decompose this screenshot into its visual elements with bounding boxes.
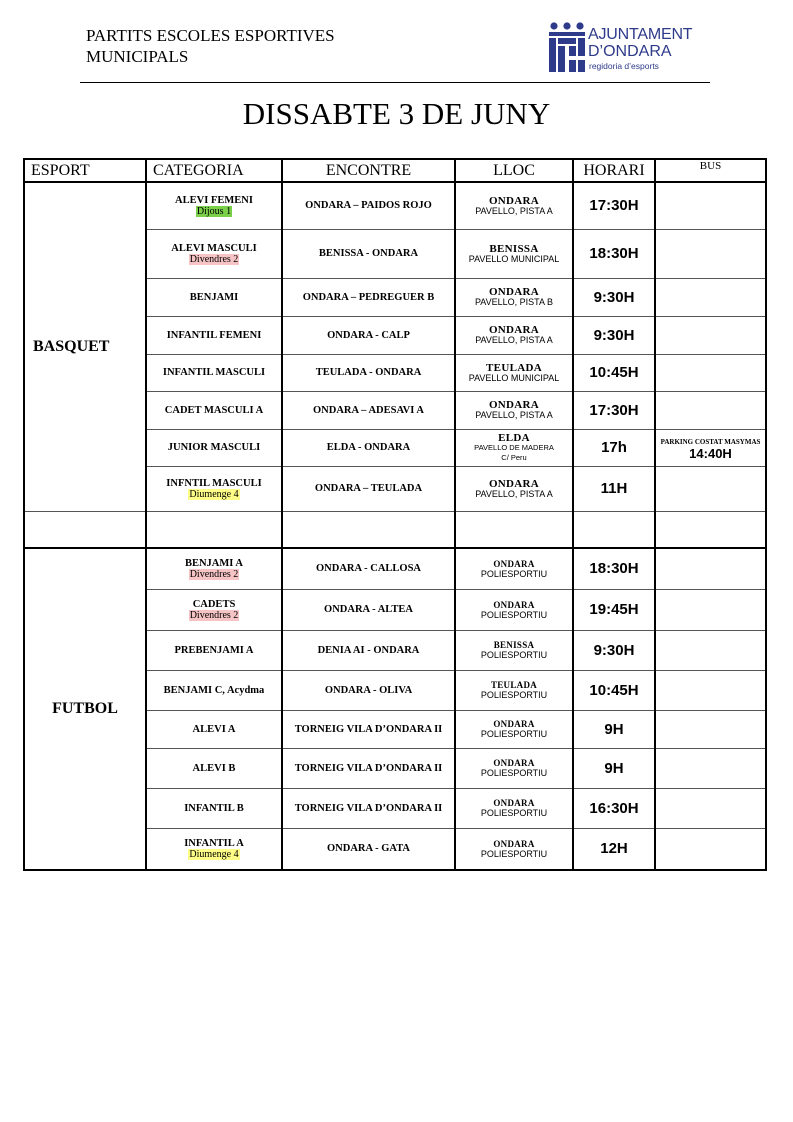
category-cell (146, 548, 282, 589)
category-cell (146, 182, 282, 229)
bus-cell (655, 182, 766, 229)
empty-cell (146, 511, 282, 548)
category-cell: CADET MASCULI A (146, 391, 282, 429)
venue-detail: PAVELLO, PISTA B (474, 297, 554, 307)
venue-name: ONDARA (488, 286, 540, 298)
venue-name: ONDARA (493, 838, 535, 849)
bus-cell (655, 316, 766, 354)
time-cell: 17:30H (573, 182, 655, 229)
header-line-1: PARTITS ESCOLES ESPORTIVES (86, 26, 335, 45)
venue-name: ELDA (498, 431, 530, 444)
venue-detail: PAVELLO, PISTA A (475, 335, 553, 345)
bus-cell (655, 354, 766, 391)
venue-detail: PAVELLO DE MADERA (474, 442, 554, 452)
bus-cell (655, 788, 766, 828)
header-line-2: MUNICIPALS (86, 47, 189, 66)
bus-cell (655, 548, 766, 589)
venue-name: ONDARA (488, 324, 540, 336)
venue-name: ONDARA (493, 599, 535, 610)
time-cell: 18:30H (573, 548, 655, 589)
venue-name: BENISSA (489, 242, 539, 255)
bus-cell (655, 466, 766, 511)
venue-name: ONDARA (493, 758, 535, 768)
bus-pickup-note: PARKING COSTAT MASYMAS (660, 437, 761, 446)
venue-name: TEULADA (486, 361, 542, 374)
column-header-esport: ESPORT (24, 159, 146, 182)
day-note-badge: Divendres 2 (189, 253, 239, 265)
logo-line-3: regidoria d’esports (589, 61, 659, 71)
schedule-table (23, 158, 767, 871)
match-cell: BENISSA - ONDARA (282, 229, 455, 278)
category-name: INFANTIL A (184, 837, 244, 849)
empty-cell (24, 511, 146, 548)
match-cell: ELDA - ONDARA (282, 429, 455, 466)
category-cell (146, 589, 282, 630)
venue-cell (455, 466, 573, 511)
venue-detail: PAVELLO, PISTA A (475, 488, 553, 499)
time-cell: 18:30H (573, 229, 655, 278)
header-divider (80, 82, 710, 83)
venue-detail: POLIESPORTIU (480, 690, 548, 700)
document-header (86, 25, 335, 67)
venue-cell (455, 748, 573, 788)
venue-cell (455, 391, 573, 429)
category-name: INFNTIL MASCULI (166, 477, 262, 489)
time-cell: 12H (573, 828, 655, 870)
match-cell: ONDARA – ADESAVI A (282, 391, 455, 429)
venue-address: C/ Peru (501, 452, 527, 462)
match-cell: TORNEIG VILA D’ONDARA II (282, 748, 455, 788)
category-name: BENJAMI A (184, 557, 244, 569)
venue-cell (455, 548, 573, 589)
match-cell: ONDARA - CALP (282, 316, 455, 354)
category-cell (146, 229, 282, 278)
venue-detail: PAVELLO MUNICIPAL (468, 253, 560, 264)
match-cell: ONDARA - OLIVA (282, 670, 455, 710)
venue-name: ONDARA (493, 719, 535, 729)
column-header-bus: BUS (655, 159, 766, 182)
match-cell: TEULADA - ONDARA (282, 354, 455, 391)
bus-cell (655, 278, 766, 316)
match-cell: DENIA AI - ONDARA (282, 630, 455, 670)
venue-detail: POLIESPORTIU (480, 650, 548, 660)
ajuntament-logo (548, 21, 708, 73)
venue-name: ONDARA (488, 477, 540, 490)
bus-cell (655, 229, 766, 278)
day-note-badge: Divendres 2 (189, 609, 239, 621)
time-cell: 10:45H (573, 670, 655, 710)
category-cell: INFANTIL MASCULI (146, 354, 282, 391)
venue-detail: POLIESPORTIU (480, 729, 548, 739)
time-cell: 16:30H (573, 788, 655, 828)
venue-cell (455, 589, 573, 630)
category-cell: INFANTIL B (146, 788, 282, 828)
bus-cell (655, 630, 766, 670)
category-name: ALEVI FEMENI (175, 194, 253, 206)
sport-label-futbol: FUTBOL (24, 548, 146, 870)
venue-name: TEULADA (490, 680, 538, 690)
time-cell: 10:45H (573, 354, 655, 391)
bus-cell (655, 429, 766, 466)
time-cell: 9:30H (573, 630, 655, 670)
venue-cell (455, 670, 573, 710)
time-cell: 9:30H (573, 316, 655, 354)
category-cell: JUNIOR MASCULI (146, 429, 282, 466)
venue-name: ONDARA (493, 798, 535, 808)
column-header-encontre: ENCONTRE (282, 159, 455, 182)
category-cell: ALEVI A (146, 710, 282, 748)
bus-cell (655, 828, 766, 870)
table-row (24, 548, 766, 589)
category-cell (146, 466, 282, 511)
sport-label-basquet: BASQUET (24, 182, 146, 511)
time-cell: 11H (573, 466, 655, 511)
venue-name: ONDARA (493, 558, 535, 569)
match-cell: ONDARA – TEULADA (282, 466, 455, 511)
table-row (24, 182, 766, 229)
empty-cell (282, 511, 455, 548)
category-cell: INFANTIL FEMENI (146, 316, 282, 354)
venue-name: ONDARA (488, 194, 540, 207)
venue-name: BENISSA (493, 640, 535, 650)
table-row-empty (24, 511, 766, 548)
bus-cell (655, 748, 766, 788)
category-cell: BENJAMI C, Acydma (146, 670, 282, 710)
category-cell (146, 828, 282, 870)
empty-cell (573, 511, 655, 548)
venue-detail: POLIESPORTIU (480, 808, 548, 818)
venue-cell (455, 630, 573, 670)
match-cell: ONDARA – PAIDOS ROJO (282, 182, 455, 229)
venue-cell (455, 429, 573, 466)
venue-detail: PAVELLO, PISTA A (475, 205, 553, 216)
bus-cell (655, 670, 766, 710)
empty-cell (455, 511, 573, 548)
match-cell: TORNEIG VILA D’ONDARA II (282, 788, 455, 828)
venue-name: ONDARA (488, 399, 540, 411)
day-note-badge: Diumenge 4 (189, 848, 239, 860)
bus-departure-time: 14:40H (689, 445, 732, 461)
column-header-lloc: LLOC (455, 159, 573, 182)
column-header-horari: HORARI (573, 159, 655, 182)
logo-line-2: D’ONDARA (588, 43, 672, 60)
day-note-badge: Divendres 2 (189, 568, 239, 580)
category-name: CADETS (192, 598, 236, 610)
venue-cell (455, 828, 573, 870)
time-cell: 9:30H (573, 278, 655, 316)
venue-cell (455, 316, 573, 354)
logo-line-1: AJUNTAMENT (588, 26, 693, 43)
category-cell: BENJAMI (146, 278, 282, 316)
category-cell: ALEVI B (146, 748, 282, 788)
venue-detail: POLIESPORTIU (480, 848, 548, 859)
venue-cell (455, 182, 573, 229)
venue-cell (455, 278, 573, 316)
match-cell: ONDARA - CALLOSA (282, 548, 455, 589)
time-cell: 17:30H (573, 391, 655, 429)
match-cell: ONDARA - GATA (282, 828, 455, 870)
page-title: DISSABTE 3 DE JUNY (242, 96, 551, 131)
venue-detail: PAVELLO MUNICIPAL (468, 372, 560, 383)
venue-cell (455, 354, 573, 391)
time-cell: 9H (573, 710, 655, 748)
time-cell: 19:45H (573, 589, 655, 630)
category-name: ALEVI MASCULI (171, 242, 257, 254)
time-cell: 17h (573, 429, 655, 466)
ajuntament-emblem-icon (548, 21, 586, 73)
day-note-badge: Diumenge 4 (189, 488, 239, 500)
venue-detail: POLIESPORTIU (480, 609, 548, 620)
bus-cell (655, 391, 766, 429)
category-cell: PREBENJAMI A (146, 630, 282, 670)
venue-detail: POLIESPORTIU (480, 568, 548, 579)
match-cell: ONDARA - ALTEA (282, 589, 455, 630)
venue-cell (455, 710, 573, 748)
day-note-badge: Dijous 1 (196, 205, 232, 217)
bus-cell (655, 589, 766, 630)
time-cell: 9H (573, 748, 655, 788)
match-cell: ONDARA – PEDREGUER B (282, 278, 455, 316)
venue-cell (455, 229, 573, 278)
bus-cell (655, 710, 766, 748)
empty-cell (655, 511, 766, 548)
venue-detail: POLIESPORTIU (480, 768, 548, 778)
match-cell: TORNEIG VILA D’ONDARA II (282, 710, 455, 748)
table-header-row (24, 159, 766, 182)
column-header-categoria: CATEGORIA (146, 159, 282, 182)
venue-detail: PAVELLO, PISTA A (475, 410, 553, 420)
venue-cell (455, 788, 573, 828)
